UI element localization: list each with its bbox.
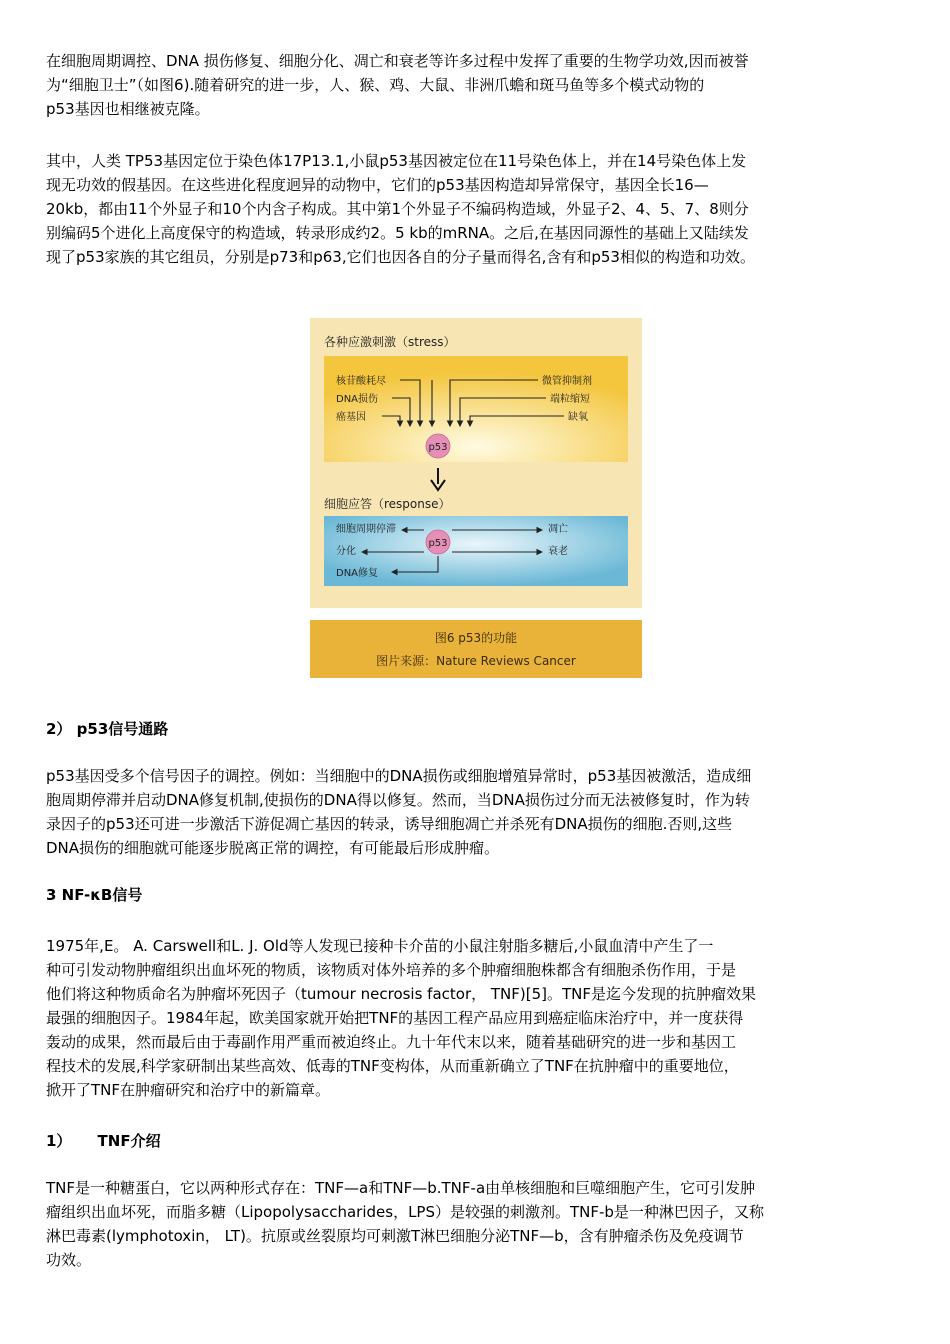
text-line: 掀开了TNF在肿瘤研究和治疗中的新篇章。 [46,1081,331,1099]
figure-caption-box [310,620,642,678]
stress-label: DNA损伤 [336,394,379,405]
text-line: 淋巴毒素(lymphotoxin， LT)。抗原或丝裂原均可刺激T淋巴细胞分泌TNF—b，含有肿瘤杀伤及免疫调节 [46,1227,744,1245]
paragraph-p53-gene-structure [46,149,906,269]
section-heading: 3 NF-κB信号 [46,886,143,904]
response-label: 凋亡 [548,524,568,535]
text-line: 瘤组织出血坏死，而脂多糖（Lipopolysaccharides，LPS）是较强的刺激剂。TNF-b是一种淋巴因子，又称 [46,1203,764,1221]
text-line: 他们将这种物质命名为肿瘤坏死因子（tumour necrosis factor， TNF)[5]。TNF是迄今发现的抗肿瘤效果 [46,985,757,1003]
stress-label: 癌基因 [336,412,366,423]
text-line: 在细胞周期调控、DNA 损伤修复、细胞分化、凋亡和衰老等许多过程中发挥了重要的生物学功效,因而被誉 [46,52,749,70]
stress-label: 缺氧 [568,412,588,423]
text-line: 现了p53家族的其它组员，分别是p73和p63,它们也因各自的分子量而得名,含有和p53相似的构造和功效。 [46,248,755,266]
response-label: 衰老 [548,546,568,557]
response-title: 细胞应答（response） [324,497,451,511]
stress-label: 微管抑制剂 [542,376,592,387]
text-line: 轰动的成果，然而最后由于毒副作用严重而被迫终止。九十年代末以来，随着基础研究的进一步和基因工 [46,1033,737,1051]
p53-diagram [310,318,642,608]
paragraph-p53-pathway [46,764,906,860]
p53-node-label: p53 [428,538,448,549]
text-line: DNA损伤的细胞就可能逐步脱离正常的调控，有可能最后形成肿瘤。 [46,839,500,857]
response-label: DNA修复 [336,568,379,579]
stress-title: 各种应激刺激（stress） [324,335,456,349]
paragraph-p53-function [46,49,906,121]
figure-p53-function [310,318,642,680]
text-line: 种可引发动物肿瘤组织出血坏死的物质，该物质对体外培养的多个肿瘤细胞株都含有细胞杀伤作用，于是 [46,961,737,979]
text-line: 20kb，都由11个外显子和10个内含子构成。其中第1个外显子不编码构造域，外显子2、4、5、7、8则分 [46,200,749,218]
stress-box [324,356,628,462]
text-line: 现无功效的假基因。在这些进化程度迥异的动物中，它们的p53基因构造却异常保守，基因全长16— [46,176,709,194]
text-line: 功效。 [46,1251,92,1269]
p53-node-label: p53 [428,442,448,453]
transition-arrow [431,468,445,490]
section-heading: 1） TNF介绍 [46,1132,161,1150]
text-line: 录因子的p53还可进一步激活下游促凋亡基因的转录，诱导细胞凋亡并杀死有DNA损伤的细胞.否则,这些 [46,815,733,833]
section-heading: 2） p53信号通路 [46,720,169,738]
text-line: 1975年,E。 A. Carswell和L. J. Old等人发现已接种卡介苗的小鼠注射脂多糖后,小鼠血清中产生了一 [46,937,714,955]
stress-label: 核苷酸耗尽 [336,376,386,387]
text-line: TNF是一种糖蛋白，它以两种形式存在：TNF—a和TNF—b.TNF-a由单核细胞和巨噬细胞产生，它可引发肿 [46,1179,756,1197]
figure-caption: 图6 p53的功能 [434,631,518,645]
response-label: 分化 [336,546,356,557]
figure-frame [310,318,642,608]
text-line: p53基因也相继被克隆。 [46,100,210,118]
text-line: 别编码5个进化上高度保守的构造域，转录形成约2。5 kb的mRNA。之后,在基因同源性的基础上又陆续发 [46,224,749,242]
text-line: p53基因受多个信号因子的调控。例如：当细胞中的DNA损伤或细胞增殖异常时，p53基因被激活，造成细 [46,767,752,785]
stress-label: 端粒缩短 [550,394,590,405]
paragraph-tnf-intro [46,1176,906,1272]
text-line: 胞周期停滞并启动DNA修复机制,使损伤的DNA得以修复。然而，当DNA损伤过分而无法被修复时，作为转 [46,791,750,809]
text-line: 为“细胞卫士”（如图6).随着研究的进一步，人、猴、鸡、大鼠、非洲爪蟾和斑马鱼等多个模式动物的 [46,76,705,94]
paragraph-tnf-history [46,934,906,1102]
response-label: 细胞周期停滞 [336,524,396,535]
text-line: 其中，人类 TP53基因定位于染色体17P13.1,小鼠p53基因被定位在11号染色体上，并在14号染色体上发 [46,152,747,170]
text-line: 程技术的发展,科学家研制出某些高效、低毒的TNF变构体，从而重新确立了TNF在抗肿瘤中的重要地位， [46,1057,739,1075]
figure-source: 图片来源：Nature Reviews Cancer [376,654,576,668]
text-line: 最强的细胞因子。1984年起，欧美国家就开始把TNF的基因工程产品应用到癌症临床治疗中，并一度获得 [46,1009,744,1027]
